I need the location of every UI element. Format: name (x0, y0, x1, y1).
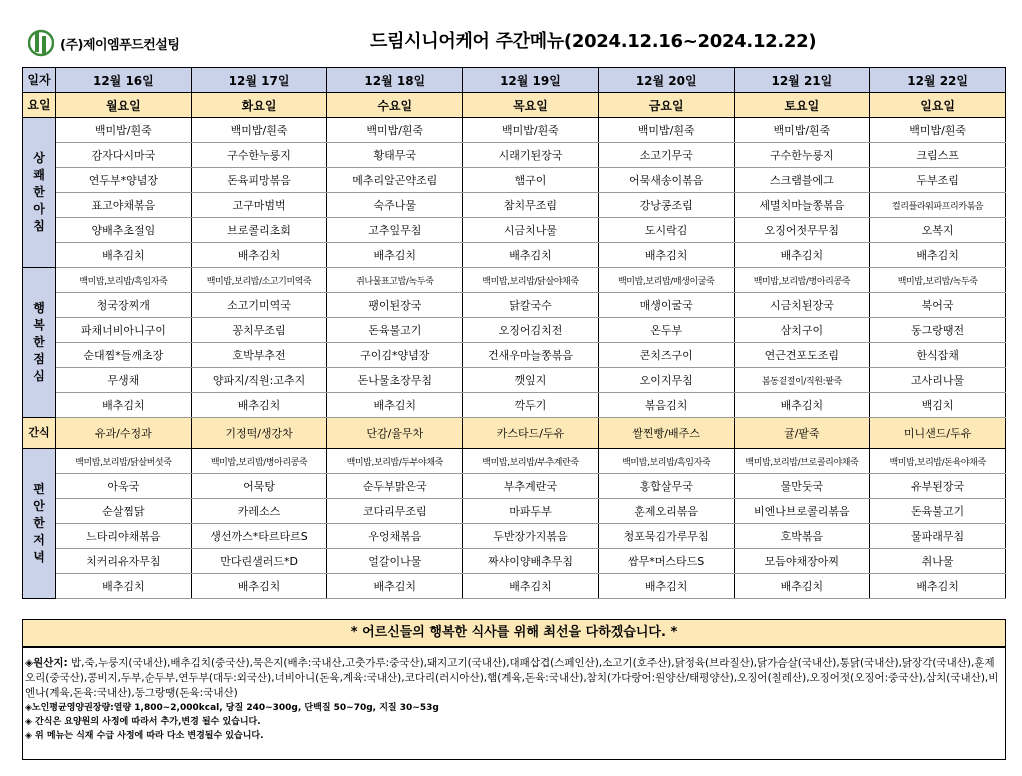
menu-item: 치커리유자무침 (56, 549, 192, 574)
menu-item: 오이지무침 (598, 368, 734, 393)
menu-item: 배추김치 (463, 243, 599, 268)
menu-item: 강낭콩조림 (598, 193, 734, 218)
weekday-cell: 화요일 (191, 93, 327, 118)
menu-item: 고사리나물 (870, 368, 1006, 393)
menu-item: 구이김*양념장 (327, 343, 463, 368)
menu-item: 돈육불고기 (327, 318, 463, 343)
menu-item: 온두부 (598, 318, 734, 343)
menu-item: 한식잡채 (870, 343, 1006, 368)
menu-item: 도시락김 (598, 218, 734, 243)
menu-item: 꽁치무조림 (191, 318, 327, 343)
menu-item: 고추잎무침 (327, 218, 463, 243)
snack-item: 카스타드/두유 (463, 418, 599, 449)
menu-item: 구수한누룽지 (191, 143, 327, 168)
menu-item: 백김치 (870, 393, 1006, 418)
menu-item: 양배추초절임 (56, 218, 192, 243)
menu-item: 배추김치 (327, 574, 463, 599)
menu-item: 시금치나물 (463, 218, 599, 243)
date-cell: 12월 21일 (734, 68, 870, 93)
menu-item: 무생채 (56, 368, 192, 393)
menu-item: 코다리무조림 (327, 499, 463, 524)
weekday-cell: 월요일 (56, 93, 192, 118)
menu-item: 호박부추전 (191, 343, 327, 368)
menu-item: 건새우마늘쫑볶음 (463, 343, 599, 368)
row-label-snack: 간식 (23, 418, 56, 449)
date-cell: 12월 18일 (327, 68, 463, 93)
menu-item: 백미밥/흰죽 (734, 118, 870, 143)
menu-item: 브로콜리초회 (191, 218, 327, 243)
menu-item: 양파지/직원:고추지 (191, 368, 327, 393)
menu-item: 연근견포도조림 (734, 343, 870, 368)
origin-info (25, 656, 1001, 701)
menu-item: 돈나물초장무침 (327, 368, 463, 393)
menu-item: 취나물 (870, 549, 1006, 574)
menu-item: 표고야채볶음 (56, 193, 192, 218)
row-label-lunch (23, 268, 56, 418)
menu-item: 백미밥/흰죽 (870, 118, 1006, 143)
menu-item: 팽이된장국 (327, 293, 463, 318)
menu-item: 백미밥,보리밥/흑임자죽 (56, 268, 192, 293)
menu-item: 매생이굴국 (598, 293, 734, 318)
notes-section (22, 647, 1006, 760)
menu-item: 순대찜*들깨초장 (56, 343, 192, 368)
date-cell: 12월 20일 (598, 68, 734, 93)
menu-item: 배추김치 (191, 574, 327, 599)
footer-message: * 어르신들의 행복한 식사를 위해 최선을 다하겠습니다. * (22, 619, 1006, 647)
menu-item: 물파래무침 (870, 524, 1006, 549)
menu-item: 닭칼국수 (463, 293, 599, 318)
menu-item: 배추김치 (870, 574, 1006, 599)
menu-item: 백미밥,보리밥/녹두죽 (870, 268, 1006, 293)
menu-item: 햄구이 (463, 168, 599, 193)
menu-item: 얼갈이나물 (327, 549, 463, 574)
menu-item: 고구마범벅 (191, 193, 327, 218)
page-title: 드림시니어케어 주간메뉴(2024.12.16~2024.12.22) (370, 31, 817, 52)
menu-item: 컬리플라워파프리카볶음 (870, 193, 1006, 218)
menu-item: 백미밥/흰죽 (191, 118, 327, 143)
menu-item: 참치무조림 (463, 193, 599, 218)
weekday-cell: 수요일 (327, 93, 463, 118)
row-label-date: 일자 (23, 68, 56, 93)
menu-item: 봄동겉절이/직원:팥죽 (734, 368, 870, 393)
menu-item: 파채너비아니구이 (56, 318, 192, 343)
menu-item: 배추김치 (191, 243, 327, 268)
weekday-cell: 토요일 (734, 93, 870, 118)
menu-item: 콘치즈구이 (598, 343, 734, 368)
menu-item: 삼치구이 (734, 318, 870, 343)
menu-item: 모듬야채장아찌 (734, 549, 870, 574)
menu-item: 돈육불고기 (870, 499, 1006, 524)
menu-item: 우엉채볶음 (327, 524, 463, 549)
menu-item: 백미밥,보리밥/브로콜리야채죽 (734, 449, 870, 474)
menu-item: 홍합살무국 (598, 474, 734, 499)
menu-item: 북어국 (870, 293, 1006, 318)
menu-item: 메추리알곤약조림 (327, 168, 463, 193)
menu-item: 배추김치 (598, 574, 734, 599)
menu-item: 배추김치 (734, 393, 870, 418)
menu-item: 백미밥,보리밥/부추계란죽 (463, 449, 599, 474)
menu-change-note: ◈ 위 메뉴는 식재 수급 사정에 따라 다소 변경될수 있습니다. (25, 731, 264, 741)
menu-item: 유부된장국 (870, 474, 1006, 499)
menu-item: 청포묵김가루무침 (598, 524, 734, 549)
menu-item: 백미밥,보리밥/매생이굴죽 (598, 268, 734, 293)
menu-item: 연두부*양념장 (56, 168, 192, 193)
menu-item: 백미밥,보리밥/닭살야채죽 (463, 268, 599, 293)
menu-item: 호박볶음 (734, 524, 870, 549)
menu-item: 동그랑땡전 (870, 318, 1006, 343)
menu-item: 깍두기 (463, 393, 599, 418)
nutrition-note: ◈노인평균영양권장량:열량 1,800~2,000kcal, 당질 240~300g, 단백질 50~70g, 지질 30~53g (25, 703, 439, 713)
menu-item: 청국장찌개 (56, 293, 192, 318)
row-label-breakfast (23, 118, 56, 268)
date-cell: 12월 19일 (463, 68, 599, 93)
menu-item: 순두부맑은국 (327, 474, 463, 499)
menu-item: 백미밥,보리밥/소고기미역죽 (191, 268, 327, 293)
menu-item: 시래기된장국 (463, 143, 599, 168)
menu-item: 마파두부 (463, 499, 599, 524)
menu-item: 크림스프 (870, 143, 1006, 168)
row-label-weekday: 요일 (23, 93, 56, 118)
menu-item: 황태무국 (327, 143, 463, 168)
menu-item: 배추김치 (734, 243, 870, 268)
menu-item: 배추김치 (56, 574, 192, 599)
menu-item: 백미밥,보리밥/병아리콩죽 (734, 268, 870, 293)
company-name: (주)제이엠푸드컨설팅 (60, 37, 180, 53)
menu-item: 세멸치마늘쫑볶음 (734, 193, 870, 218)
menu-item: 아욱국 (56, 474, 192, 499)
menu-item: 배추김치 (463, 574, 599, 599)
row-label-text: 상쾌한아침 (33, 151, 45, 233)
date-cell: 12월 16일 (56, 68, 192, 93)
menu-item: 백미밥/흰죽 (56, 118, 192, 143)
menu-item: 물만둣국 (734, 474, 870, 499)
origin-label: ◈원산지: (25, 657, 68, 669)
menu-item: 배추김치 (870, 243, 1006, 268)
snack-item: 미니샌드/두유 (870, 418, 1006, 449)
date-cell: 12월 22일 (870, 68, 1006, 93)
company-logo-icon (28, 28, 54, 58)
menu-item: 느타리야채볶음 (56, 524, 192, 549)
menu-item: 소고기무국 (598, 143, 734, 168)
menu-item: 배추김치 (56, 393, 192, 418)
menu-item: 배추김치 (191, 393, 327, 418)
menu-item: 짜샤이양배추무침 (463, 549, 599, 574)
menu-item: 부추계란국 (463, 474, 599, 499)
row-label-text: 행복한점심 (33, 301, 45, 383)
menu-item: 숙주나물 (327, 193, 463, 218)
weekly-menu-table (22, 67, 1006, 599)
menu-item: 훈제오리볶음 (598, 499, 734, 524)
menu-item: 두반장가지볶음 (463, 524, 599, 549)
menu-item: 배추김치 (327, 243, 463, 268)
menu-item: 배추김치 (56, 243, 192, 268)
menu-item: 순살찜닭 (56, 499, 192, 524)
menu-item: 구수한누룽지 (734, 143, 870, 168)
company-logo (28, 28, 179, 58)
menu-item: 두부조림 (870, 168, 1006, 193)
snack-item: 기정떡/생강차 (191, 418, 327, 449)
origin-text: 밥,죽,누룽지(국내산),배추김치(중국산),묵은지(배추:국내산,고춧가루:중국산),돼지고기(국내산),대패삽겹(스페인산),소고기(호주산),닭정육(브라질산),닭가슴살(국내산),통닭(국내산),닭장각(국내산),훈제오리(중국산),콩비지,두부,순두부,연두부(대두:외국산),너비아니(돈육,계육:국내산),코다리(러시아산),햄(계육,돈육:국내산),참치(가다랑어:원양산/태평양산),오징어(칠레산),오징어젓(오징어:중국산),삼치(국내산),비엔나(계육,돈육:국내산),동그랑땡(돈육:국내산) (25, 657, 999, 699)
row-label-text: 편안한저녁 (33, 482, 45, 564)
date-cell: 12월 17일 (191, 68, 327, 93)
menu-item: 백미밥,보리밥/닭살버섯죽 (56, 449, 192, 474)
menu-item: 오복지 (870, 218, 1006, 243)
menu-item: 생선까스*타르타르S (191, 524, 327, 549)
menu-item: 백미밥,보리밥/흑임자죽 (598, 449, 734, 474)
menu-item: 소고기미역국 (191, 293, 327, 318)
menu-item: 어묵새송이볶음 (598, 168, 734, 193)
weekday-cell: 금요일 (598, 93, 734, 118)
menu-item: 카레소스 (191, 499, 327, 524)
weekday-cell: 일요일 (870, 93, 1006, 118)
snack-item: 쌀찐빵/배주스 (598, 418, 734, 449)
menu-item: 비엔나브로콜리볶음 (734, 499, 870, 524)
menu-item: 배추김치 (327, 393, 463, 418)
snack-note: ◈ 간식은 요양원의 사정에 따라서 추가,변경 될수 있습니다. (25, 717, 261, 727)
page-header (0, 0, 1022, 66)
snack-item: 유과/수정과 (56, 418, 192, 449)
menu-item: 오징어김치전 (463, 318, 599, 343)
menu-item: 어묵탕 (191, 474, 327, 499)
menu-item: 볶음김치 (598, 393, 734, 418)
menu-item: 깻잎지 (463, 368, 599, 393)
menu-item: 백미밥,보리밥/돈육야채죽 (870, 449, 1006, 474)
snack-item: 귤/팥죽 (734, 418, 870, 449)
snack-item: 단감/율무차 (327, 418, 463, 449)
menu-item: 백미밥/흰죽 (463, 118, 599, 143)
menu-item: 배추김치 (598, 243, 734, 268)
menu-item: 돈육피망볶음 (191, 168, 327, 193)
menu-item: 감자다시마국 (56, 143, 192, 168)
menu-item: 쌈무*머스타드S (598, 549, 734, 574)
menu-item: 만다린샐러드*D (191, 549, 327, 574)
weekday-cell: 목요일 (463, 93, 599, 118)
menu-item: 백미밥,보리밥/두부야채죽 (327, 449, 463, 474)
menu-item: 배추김치 (734, 574, 870, 599)
menu-item: 오징어젓무무침 (734, 218, 870, 243)
menu-item: 스크램블에그 (734, 168, 870, 193)
menu-item: 백미밥,보리밥/병아리콩죽 (191, 449, 327, 474)
menu-item: 쥐나물표고밥/녹두죽 (327, 268, 463, 293)
row-label-dinner (23, 449, 56, 599)
menu-item: 시금치된장국 (734, 293, 870, 318)
menu-item: 백미밥/흰죽 (598, 118, 734, 143)
menu-item: 백미밥/흰죽 (327, 118, 463, 143)
